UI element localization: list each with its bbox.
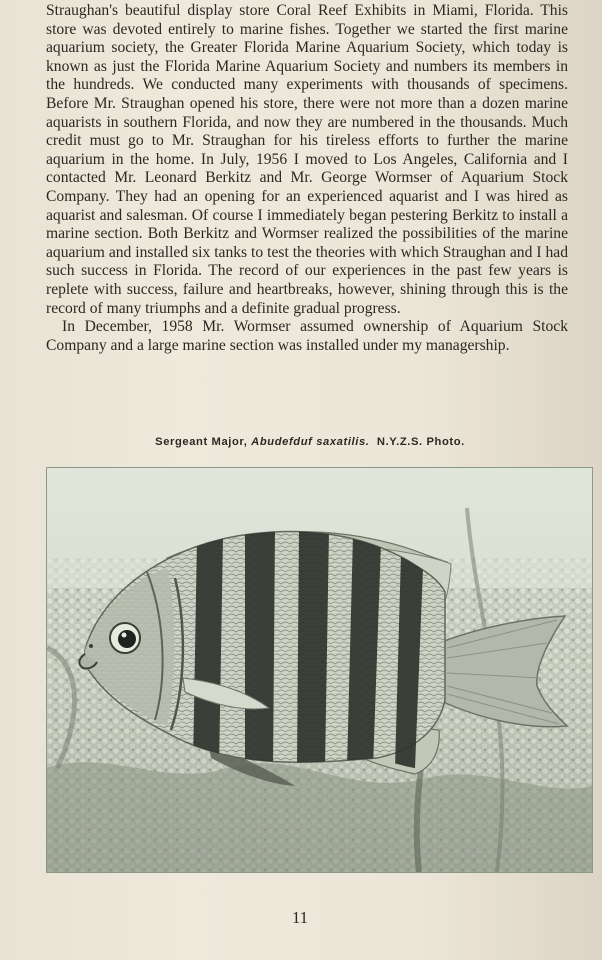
sergeant-major-fish-image (47, 468, 592, 872)
figure-caption (60, 436, 560, 448)
caption-species-name: Abudefduf saxatilis. (251, 436, 370, 448)
body-text (46, 2, 568, 355)
page-number: 11 (291, 908, 309, 927)
paragraph-2: In December, 1958 Mr. Wormser assumed ownership of Aquarium Stock Company and a large marine section was installed under my managership. (46, 318, 568, 354)
caption-common-name: Sergeant Major, (155, 436, 252, 448)
caption-photo-credit: N.Y.Z.S. Photo. (376, 436, 465, 448)
fish-photo (47, 468, 592, 872)
paragraph-1: Straughan's beautiful display store Coral Reef Exhibits in Miami, Florida. This store was devoted entirely to marine fishes. Together we started the first marine aquarium society, the Greater Florida Marine Aquarium Society, which today is known as just the Florida Marine Aquarium Society and numbers its members in the hundreds. We conducted many experiments with thousands of specimens. Before Mr. Straughan opened his store, there were not more than a dozen marine aquarists in southern Florida, and now they are numbered in the thousands. Much credit must go to Mr. Straughan for his tireless efforts to further the marine aquarium in the home. In July, 1956 I moved to Los Angeles, California and I contacted Mr. Leonard Berkitz and Mr. George Wormser of Aquarium Stock Company. They had an opening for an experienced aquarist and I was hired as aquarist and salesman. Of course I immediately began pestering Berkitz to install a marine section. Both Berkitz and Wormser realized the possibilities of the marine aquarium and installed six tanks to test the theories with which Straughan and I had such success in Florida. The record of our experiences in the past few years is replete with success, failure and heartbreaks, however, shining through this is the record of many triumphs and a definite gradual progress. (46, 2, 568, 317)
